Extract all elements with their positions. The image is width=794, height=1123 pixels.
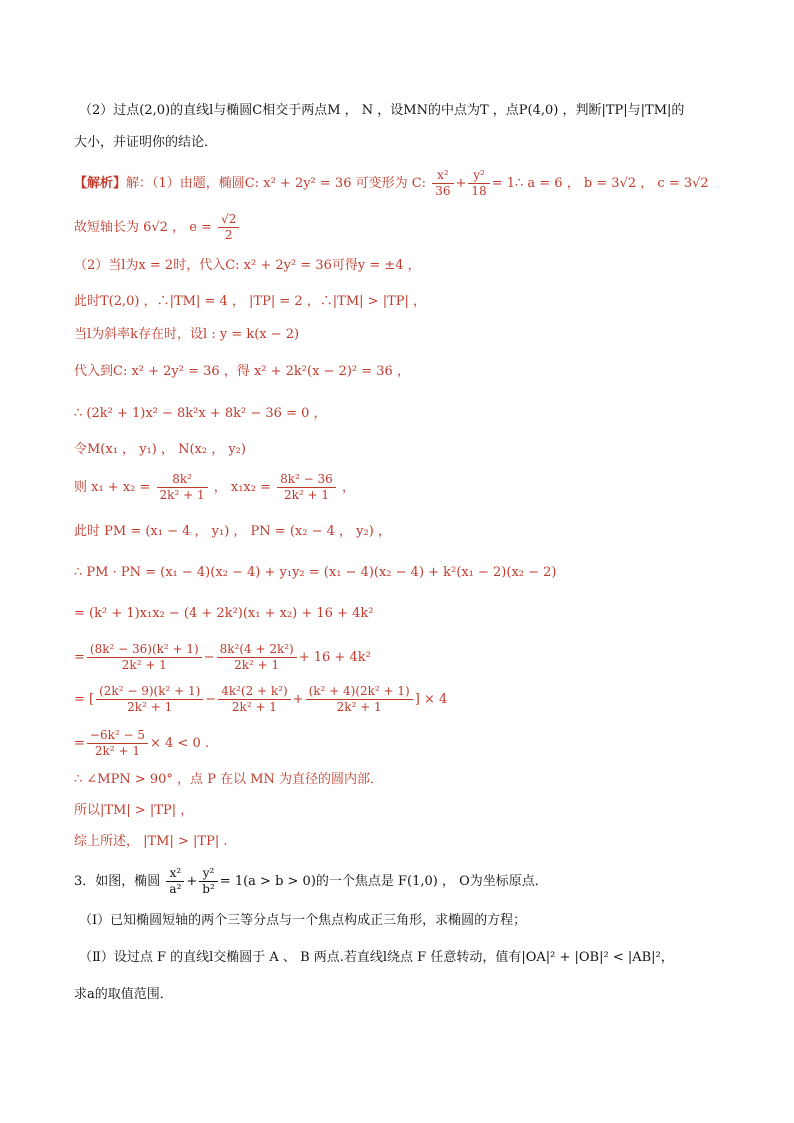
fraction-x2-a2: $\frac{\text{x²}}{\text{a²}}$ [166, 866, 184, 897]
part2-line-3: 当l为斜率k存在时，设l : y = k(x − 2) [74, 327, 300, 342]
part2-line-13: = $\frac{\text{−6k² − 5}}{\text{2k² + 1}}$ × 4 < 0 . [74, 728, 209, 758]
part2-line-2: 此时T(2,0) ，∴|TM| = 4 ， |TP| = 2 ，∴|TM| > |TP| ， [74, 294, 427, 309]
problem-3-part-1: （Ⅰ）已知椭圆短轴的两个三等分点与一个焦点构成正三角形，求椭圆的方程； [79, 913, 527, 928]
comma: ， [341, 480, 355, 495]
short-axis-line [74, 212, 241, 243]
eccentricity-fraction: $\frac{√2}{2}$ [218, 212, 239, 243]
part2-line-1: （2）当l为x = 2时，代入C: x² + 2y² = 36可得y = ±4 ， [74, 258, 421, 273]
part2-line-4: 代入到C: x² + 2y² = 36 ，得 x² + 2k²(x − 2)² = 36 ， [74, 364, 410, 379]
fraction-12a: $\frac{\text{(2k² − 9)(k² + 1)}}{\text{2k² + 1}}$ [96, 684, 203, 715]
part2-line-10: = (k² + 1)x₁x₂ − (4 + 2k²)(x₁ + x₂) + 16 + 4k² [74, 606, 374, 621]
problem-2-line-1: （2）过点(2,0)的直线l与椭圆C相交于两点M ， N ，设MN的中点为T ，点P(4,0) ，判断|TP|与|TM|的 [79, 103, 685, 118]
part2-line-11: = $\frac{\text{(8k² − 36)(k² + 1)}}{\text{2k² + 1}}$ − $\frac{\text{8k²(4 + 2k²)}}{\text{2k² + 1}}$ + 16 + 4k² [74, 642, 371, 672]
part2-line-6: 令M(x₁ ， y₁) ， N(x₂ ， y₂) [74, 442, 246, 457]
problem-2-line-2: 大小，并证明你的结论． [74, 135, 218, 150]
problem-3-condition: = 1(a > b > 0)的一个焦点是 F(1,0) ， O为坐标原点． [219, 874, 548, 889]
fraction-x2-36: $\frac{\text{x²}}{36}$ [432, 168, 453, 199]
fraction-13: $\frac{\text{−6k² − 5}}{\text{2k² + 1}}$ [87, 728, 148, 759]
short-axis-text: 故短轴长为 6√2 ， e = [74, 220, 212, 235]
part2-line-12: = [ $\frac{\text{(2k² − 9)(k² + 1)}}{\text{2k² + 1}}$ − $\frac{\text{4k²(2 + k²)}}{\text{2k² + 1}}$ + $\frac{\text{(k² + 4)(2k² + 1)}}{\text{2k² + 1}}$ ] × 4 [74, 684, 448, 714]
part2-line-16: 综上所述， |TM| > |TP| . [74, 834, 228, 849]
product-fraction: $\frac{\text{8k² − 36}}{\text{2k² + 1}}$ [277, 472, 336, 503]
product-label: ， x₁x₂ = [213, 480, 271, 495]
solution-intro: 【解析】解：（1）由题，椭圆C: x² + 2y² = 36 可变形为 C: $\frac{\text{x²}}{36}$ + $\frac{\text{y²}}{18}$ = 1∴ a = 6 ， b = 3√2 ， c = 3√2 [74, 168, 709, 198]
part2-line-7 [74, 472, 355, 503]
sum-label: 则 x₁ + x₂ = [74, 480, 151, 495]
part2-line-5: ∴ (2k² + 1)x² − 8k²x + 8k² − 36 = 0 ， [74, 406, 327, 421]
fraction-12c: $\frac{\text{(k² + 4)(2k² + 1)}}{\text{2k² + 1}}$ [306, 684, 413, 715]
tail-13: × 4 < 0 . [150, 736, 209, 751]
part2-line-15: 所以|TM| > |TP| ， [74, 803, 194, 818]
fraction-11a: $\frac{\text{(8k² − 36)(k² + 1)}}{\text{2k² + 1}}$ [87, 642, 202, 673]
solution-tag: 【解析】 [74, 176, 127, 191]
tail-12: ] × 4 [414, 692, 448, 707]
solution-params: = 1∴ a = 6 ， b = 3√2 ， c = 3√2 [491, 176, 709, 191]
problem-3-part-2b: 求a的取值范围． [74, 987, 173, 1002]
tail-11: + 16 + 4k² [298, 650, 371, 665]
sum-fraction: $\frac{\text{8k²}}{\text{2k² + 1}}$ [157, 472, 208, 503]
problem-3-line-1: 3．如图，椭圆 $\frac{\text{x²}}{\text{a²}}$ + $\frac{\text{y²}}{\text{b²}}$ = 1(a > b > 0)的一个焦点是 F(1,0) ， O为坐标原点． [74, 866, 548, 896]
fraction-12b: $\frac{\text{4k²(2 + k²)}}{\text{2k² + 1}}$ [218, 684, 290, 715]
problem-3-intro: 3．如图，椭圆 [74, 874, 161, 889]
problem-3-part-2: （Ⅱ）设过点 F 的直线l交椭圆于 A 、 B 两点.若直线l绕点 F 任意转动，值有|OA|² + |OB|² < |AB|²， [79, 950, 674, 965]
fraction-11b: $\frac{\text{8k²(4 + 2k²)}}{\text{2k² + 1}}$ [217, 642, 297, 673]
solution-intro-text: 解：（1）由题，椭圆C: x² + 2y² = 36 可变形为 C: [126, 176, 427, 191]
part2-line-14: ∴ ∠MPN > 90° ，点 P 在以 MN 为直径的圆内部． [74, 772, 384, 787]
part2-line-9: ∴ PM · PN = (x₁ − 4)(x₂ − 4) + y₁y₂ = (x₁ − 4)(x₂ − 4) + k²(x₁ − 2)(x₂ − 2) [74, 565, 557, 580]
part2-line-8: 此时 PM = (x₁ − 4 ， y₁) ， PN = (x₂ − 4 ， y₂) ， [74, 524, 391, 539]
fraction-y2-b2: $\frac{\text{y²}}{\text{b²}}$ [199, 866, 218, 897]
fraction-y2-18: $\frac{\text{y²}}{18}$ [468, 168, 489, 199]
